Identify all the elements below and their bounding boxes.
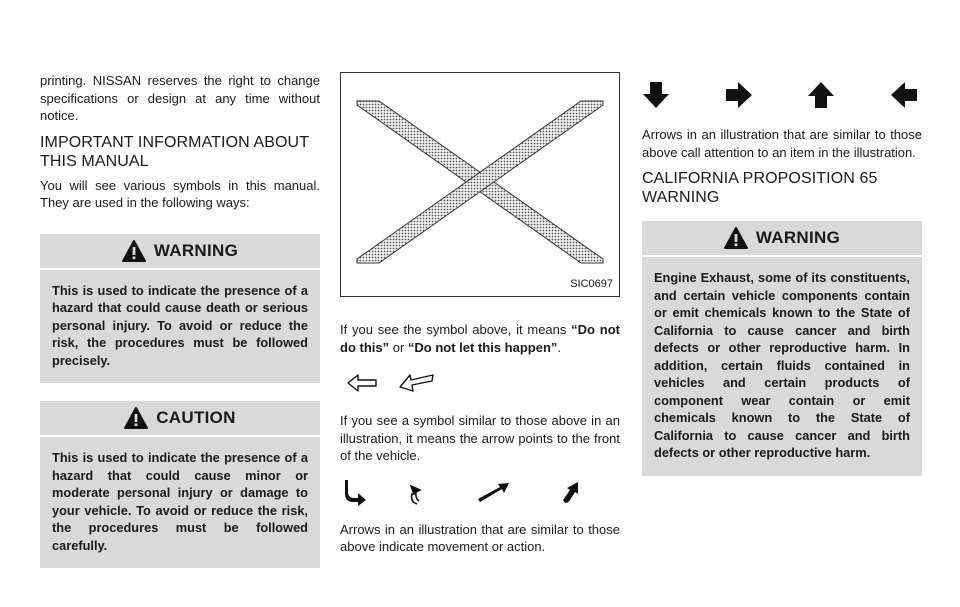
curved-arrow-solid-icon <box>560 480 582 504</box>
intro-paragraph: printing. NISSAN reserves the right to change specifications or design at any time without notice. <box>40 73 320 123</box>
caution-title: CAUTION <box>156 408 236 427</box>
attention-arrow-row <box>642 78 922 112</box>
california-warning-header <box>642 221 922 257</box>
symbol-text-end: . <box>557 339 562 355</box>
symbol-text-prefix: If you see the symbol above, it means <box>340 322 572 337</box>
curved-arrow-down-icon <box>344 478 368 506</box>
symbols-paragraph: You will see various symbols in this manual. They are used in the following ways: <box>40 177 320 210</box>
warning-triangle-icon <box>724 227 748 249</box>
arrow-left-icon <box>890 81 918 109</box>
warning-box-header <box>40 234 320 270</box>
warning-body: This is used to indicate the presence of a hazard that could cause death or serious personal injury. To avoid or reduce the risk, the procedures must be followed precisely. <box>52 282 308 368</box>
warning-title: WARNING <box>153 240 239 260</box>
curved-arrow-down-outline-icon <box>408 478 430 506</box>
caution-body: This is used to indicate the presence of a hazard that could cause minor or moderate personal injury or damage to your vehicle. To avoid or reduce the risk, the procedures must be followed carefully. <box>52 450 308 553</box>
symbol-text-or: or <box>389 339 408 355</box>
warning-triangle-icon <box>122 240 146 262</box>
front-arrow-outline-icon <box>346 372 378 394</box>
column-middle <box>340 72 620 556</box>
arrow-right-icon <box>725 81 753 109</box>
attention-arrow-paragraph: Arrows in an illustration that are similar to those above call attention to an item in the illustration. <box>642 127 922 160</box>
symbol-meaning-paragraph <box>340 321 620 356</box>
front-arrow-row <box>340 368 620 398</box>
california-warning-box <box>642 221 922 476</box>
diagonal-arrow-icon <box>476 481 510 503</box>
california-warning-title: WARNING <box>755 228 841 247</box>
section-heading-california: CALIFORNIA PROPOSITION 65 WARNING <box>642 170 878 206</box>
symbol-bold-do-not-let: “Do not let this happen” <box>407 339 558 355</box>
warning-box <box>40 234 320 384</box>
symbol-bold-do-not: “Do not do this” <box>340 322 620 355</box>
do-not-symbol-figure <box>340 72 620 297</box>
caution-box <box>40 401 320 568</box>
movement-arrow-paragraph: Arrows in an illustration that are similar to those above indicate movement or action. <box>340 521 620 554</box>
cross-x-icon <box>341 73 619 296</box>
column-left <box>40 72 320 568</box>
arrow-down-icon <box>642 81 670 109</box>
arrow-up-icon <box>807 81 835 109</box>
figure-caption: SIC0697 <box>570 278 613 290</box>
california-warning-body: Engine Exhaust, some of its constituents, and certain vehicle components contain or emit chemicals known to the State of California to cause cancer and birth defects or other reproductive harm. In addition, certain fluids contained in vehicles and certain products of component wear contain or emit chemicals known to the State of California to cause cancer and birth defects or other reproductive harm. <box>654 270 910 460</box>
front-arrow-outline-angled-icon <box>396 371 436 395</box>
movement-arrow-row <box>340 477 620 507</box>
column-right <box>642 72 922 476</box>
front-arrow-paragraph: If you see a symbol similar to those above in an illustration, it means the arrow points to the front of the vehicle. <box>340 413 620 463</box>
section-heading-important-info: IMPORTANT INFORMATION ABOUT THIS MANUAL <box>40 133 309 170</box>
caution-box-header <box>40 401 320 437</box>
warning-triangle-icon <box>124 407 148 429</box>
